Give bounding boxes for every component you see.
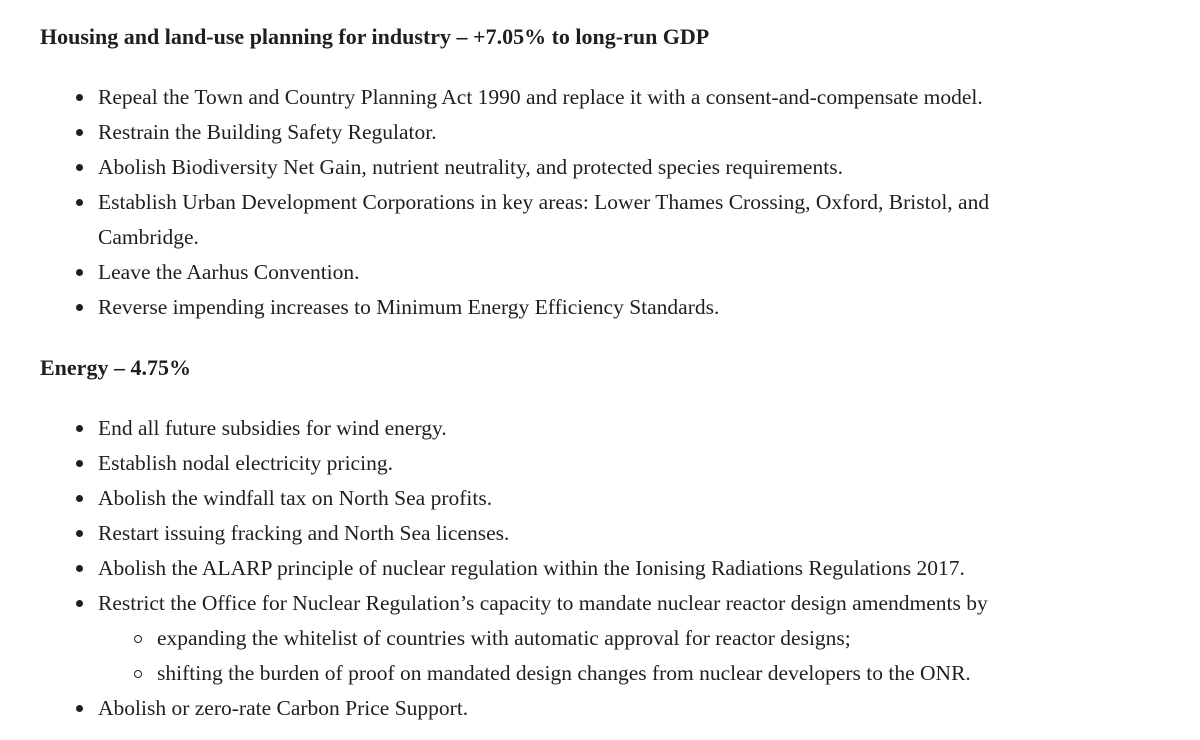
list-item-text: Restrict the Office for Nuclear Regulation’s capacity to mandate nuclear reactor design amendments by [98, 591, 988, 615]
list-item: Abolish Biodiversity Net Gain, nutrient neutrality, and protected species requirements. [40, 150, 1080, 185]
sub-list-item: expanding the whitelist of countries with automatic approval for reactor designs; [98, 621, 1080, 656]
list-item: Establish nodal electricity pricing. [40, 446, 1080, 481]
list-item: Leave the Aarhus Convention. [40, 255, 1080, 290]
list-item: Reverse impending increases to Minimum Energy Efficiency Standards. [40, 290, 1080, 325]
sub-list-item: shifting the burden of proof on mandated design changes from nuclear developers to the ONR. [98, 656, 1080, 691]
list-item: Abolish the windfall tax on North Sea profits. [40, 481, 1080, 516]
list-item: End all future subsidies for wind energy. [40, 411, 1080, 446]
housing-policy-list [40, 80, 1080, 325]
section-heading-energy: Energy – 4.75% [40, 355, 191, 380]
list-item: Restrain the Building Safety Regulator. [40, 115, 1080, 150]
section-heading-housing: Housing and land-use planning for industry – +7.05% to long-run GDP [40, 24, 710, 49]
list-item-with-subitems [40, 586, 1080, 691]
list-item: Repeal the Town and Country Planning Act 1990 and replace it with a consent-and-compensate model. [40, 80, 1080, 115]
energy-policy-list [40, 411, 1080, 726]
list-item: Abolish the ALARP principle of nuclear regulation within the Ionising Radiations Regulations 2017. [40, 551, 1080, 586]
list-item: Restart issuing fracking and North Sea licenses. [40, 516, 1080, 551]
list-item: Establish Urban Development Corporations in key areas: Lower Thames Crossing, Oxford, Bristol, and Cambridge. [40, 185, 1080, 255]
sub-list [98, 621, 1080, 691]
list-item: Abolish or zero-rate Carbon Price Support. [40, 691, 1080, 726]
